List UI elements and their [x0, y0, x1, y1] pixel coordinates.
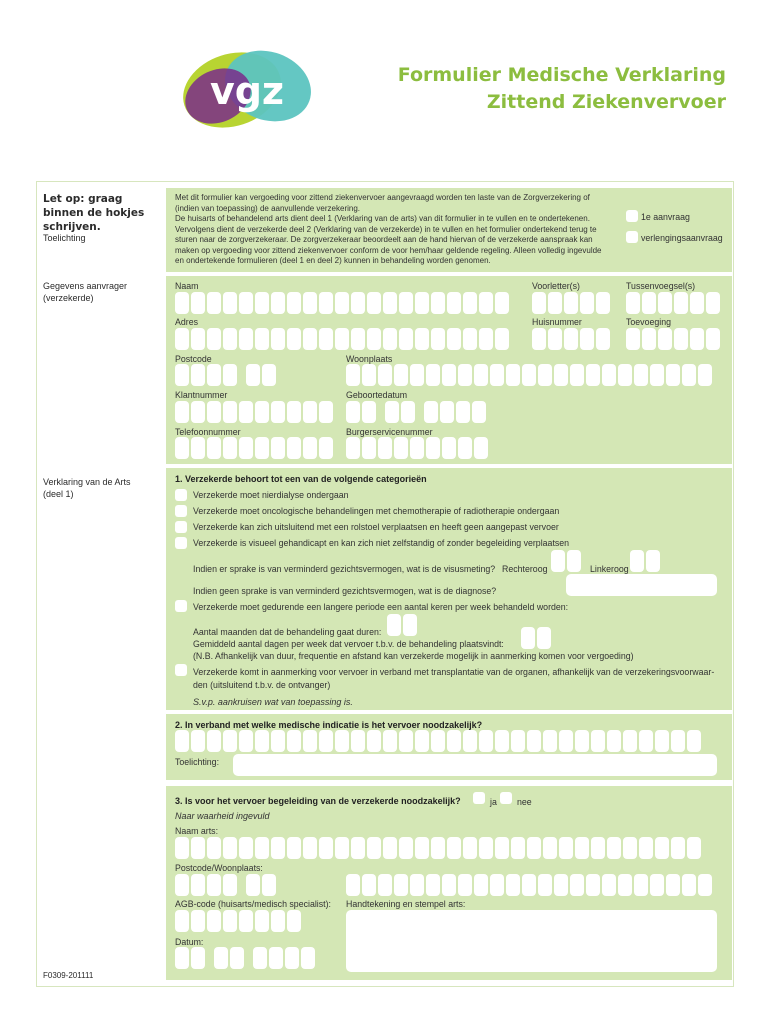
rechteroog-label: Rechteroog [502, 564, 548, 574]
linkeroog-input[interactable] [630, 550, 660, 572]
woonplaats-input[interactable] [346, 364, 712, 386]
vgz-logo [180, 46, 314, 128]
dagen-input[interactable] [521, 627, 551, 649]
voorletters-label: Voorletter(s) [532, 281, 580, 291]
toevoeging-input[interactable] [626, 328, 720, 350]
agb-label: AGB-code (huisarts/medisch specialist): [175, 899, 331, 909]
logo-wordmark: vgz [209, 69, 285, 113]
checkbox-transplantatie[interactable] [175, 664, 187, 676]
klantnummer-input[interactable] [175, 401, 333, 423]
bsn-input[interactable] [346, 437, 488, 459]
label-nierdialyse: Verzekerde moet nierdialyse ondergaan [193, 490, 349, 500]
agb-input[interactable] [175, 910, 301, 932]
label-visueel: Verzekerde is visueel gehandicapt en kan zich niet zelfstandig of zonder begeleiding verplaatsen [193, 538, 570, 548]
handtekening-label: Handtekening en stempel arts: [346, 899, 466, 909]
checkbox-oncologie[interactable] [175, 505, 187, 517]
huisnummer-input[interactable] [532, 328, 610, 350]
naar-waarheid-label: Naar waarheid ingevuld [175, 811, 270, 821]
checkbox-1e-aanvraag[interactable] [626, 210, 638, 222]
maanden-label: Aantal maanden dat de behandeling gaat duren: [193, 627, 382, 637]
dagen-label: Gemiddeld aantal dagen per week dat vervoer t.b.v. de behandeling plaatsvindt: [193, 639, 504, 649]
label-transplantatie-2: den (uitsluitend t.b.v. de ontvanger) [193, 680, 331, 690]
svp-note: S.v.p. aankruisen wat van toepassing is. [193, 697, 353, 707]
label-rolstoel: Verzekerde kan zich uitsluitend met een rolstoel verplaatsen en heeft geen aangepast vervoer [193, 522, 559, 532]
datum-input[interactable] [175, 947, 315, 969]
section2-heading: 2. In verband met welke medische indicatie is het vervoer noodzakelijk? [175, 720, 483, 730]
letop-note: Let op: graag binnen de hokjes schrijven. [43, 193, 145, 233]
checkbox-visueel[interactable] [175, 537, 187, 549]
telefoonnummer-label: Telefoonnummer [175, 427, 241, 437]
linkeroog-label: Linkeroog [590, 564, 629, 574]
naam-arts-label: Naam arts: [175, 826, 219, 836]
postcode-woonplaats-label: Postcode/Woonplaats: [175, 863, 263, 873]
tussenvoegsels-input[interactable] [626, 292, 720, 314]
rechteroog-input[interactable] [551, 550, 581, 572]
huisnummer-label: Huisnummer [532, 317, 582, 327]
adres-label: Adres [175, 317, 198, 327]
visus-question: Indien er sprake is van verminderd gezichtsvermogen, wat is de visusmeting? [193, 564, 496, 574]
handtekening-input[interactable] [346, 910, 717, 972]
label-ja: ja [490, 797, 497, 807]
klantnummer-label: Klantnummer [175, 390, 228, 400]
toelichting-input[interactable] [233, 754, 717, 776]
checkbox-nee[interactable] [500, 792, 512, 804]
label-nee: nee [517, 797, 532, 807]
label-verlengingsaanvraag: verlengingsaanvraag [641, 233, 723, 243]
postcode-input[interactable] [175, 364, 276, 386]
naam-arts-input[interactable] [175, 837, 701, 859]
checkbox-verlengingsaanvraag[interactable] [626, 231, 638, 243]
indicatie-input[interactable] [175, 730, 701, 752]
tussenvoegsels-label: Tussenvoegsel(s) [626, 281, 696, 291]
arts-woonplaats-input[interactable] [346, 874, 712, 896]
toelichting-label: Toelichting [43, 233, 86, 243]
diagnose-question: Indien geen sprake is van verminderd gezichtsvermogen, wat is de diagnose? [193, 586, 497, 596]
nb-note: (N.B. Afhankelijk van duur, frequentie en afstand kan verzekerde mogelijk in aanmerking komen voor vergoeding) [193, 651, 634, 661]
checkbox-ja[interactable] [473, 792, 485, 804]
geboortedatum-label: Geboortedatum [346, 390, 408, 400]
form-code: F0309-201111 [43, 971, 94, 980]
geboortedatum-input[interactable] [346, 401, 486, 423]
intro-text: Met dit formulier kan vergoeding voor zittend ziekenvervoer aangevraagd worden ten laste van de Zorgverzekering of (indien van toepassing) de aanvullende verzekering. De huisarts of behandelend arts dient deel 1 (Verklaring van de arts) van dit formulier in te vullen en te ondertekenen. Vervolgens dient de verzekerde deel 2 (Verklaring van de verzekerde) in te vullen en het formulier ondertekend terug te sturen naar de zorgverzekeraar. De zorgverzekeraar beoordeelt aan de hand hiervan of de verzekerde aanspraak kan maken op vergoeding voor zittend ziekenvervoer conform de voor hem/haar geldende regeling. Alleen volledig ingevulde en ondertekende formulieren (deel 1 en deel 2) kunnen in behandeling worden genomen. [175, 193, 602, 265]
woonplaats-label: Woonplaats [346, 354, 393, 364]
toevoeging-label: Toevoeging [626, 317, 671, 327]
diagnose-input[interactable] [566, 574, 717, 596]
datum-label: Datum: [175, 937, 204, 947]
label-transplantatie-1: Verzekerde komt in aanmerking voor vervoer in verband met transplantatie van de organen, afhankelijk van de verzekeringsvoorwaar- [193, 667, 715, 677]
gegevens-aanvrager-label: Gegevens aanvrager (verzekerde) [43, 281, 128, 303]
checkbox-rolstoel[interactable] [175, 521, 187, 533]
label-oncologie: Verzekerde moet oncologische behandelingen met chemotherapie of radiotherapie ondergaan [193, 506, 560, 516]
page-title-line1: Formulier Medische Verklaring [397, 64, 726, 86]
section3-heading: 3. Is voor het vervoer begeleiding van de verzekerde noodzakelijk? [175, 796, 461, 806]
naam-label: Naam [175, 281, 199, 291]
page-title-line2: Zittend Ziekenvervoer [486, 91, 726, 113]
naam-input[interactable] [175, 292, 509, 314]
section1-heading: 1. Verzekerde behoort tot een van de volgende categorieën [175, 474, 427, 484]
verklaring-arts-label: Verklaring van de Arts (deel 1) [43, 477, 131, 499]
voorletters-input[interactable] [532, 292, 610, 314]
telefoonnummer-input[interactable] [175, 437, 333, 459]
checkbox-langere-periode[interactable] [175, 600, 187, 612]
toelichting-field-label: Toelichting: [175, 757, 220, 767]
arts-postcode-input[interactable] [175, 874, 276, 896]
maanden-input[interactable] [387, 614, 417, 636]
postcode-label: Postcode [175, 354, 212, 364]
checkbox-nierdialyse[interactable] [175, 489, 187, 501]
label-langere-periode: Verzekerde moet gedurende een langere periode een aantal keren per week behandeld worden: [193, 602, 569, 612]
adres-input[interactable] [175, 328, 509, 350]
label-1e-aanvraag: 1e aanvraag [641, 212, 690, 222]
bsn-label: Burgerservicenummer [346, 427, 433, 437]
